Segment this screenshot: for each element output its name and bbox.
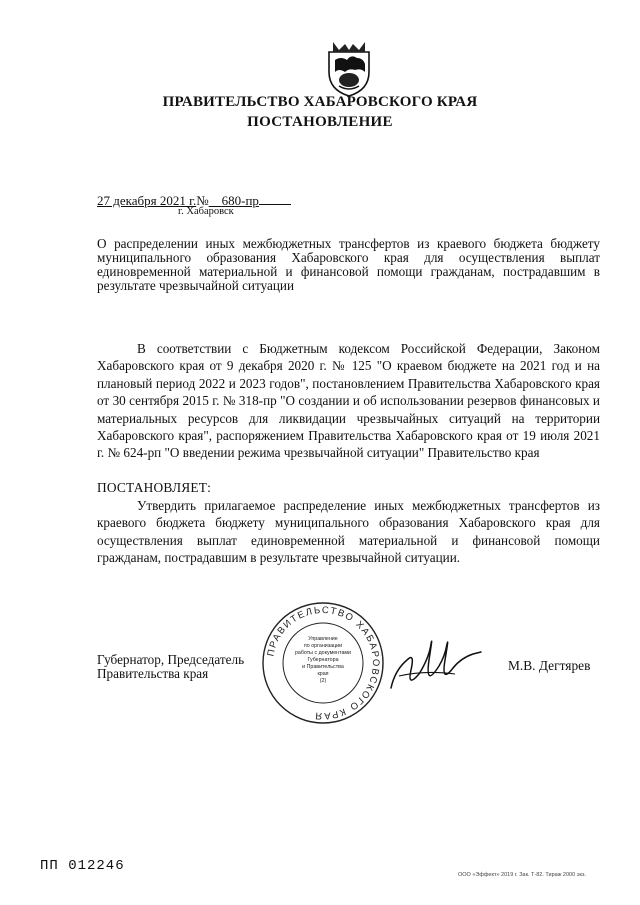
stamp-outer-text: ПРАВИТЕЛЬСТВО ХАБАРОВСКОГО КРАЯ (265, 604, 382, 722)
official-stamp (260, 600, 386, 726)
number-underline (259, 192, 291, 205)
number-sign: № (196, 193, 209, 208)
coat-of-arms-icon (325, 38, 373, 98)
stamp-line: по организации (303, 643, 343, 649)
stamp-line: работы с документами (294, 650, 352, 656)
document-number: 680-пр (221, 193, 259, 208)
city: г. Хабаровск (178, 206, 234, 217)
stamp-line: (2) (319, 678, 327, 684)
resolution-paragraph: Утвердить прилагаемое распределение иных межбюджетных трансфертов из краевого бюджета бюджету муниципального образования Хабаровского края для осуществления выплат единовременной материальной и финансовой помощи гражданам, пострадавшим в результате чрезвычайной ситуации. (97, 498, 600, 566)
handwritten-signature (385, 630, 485, 702)
stamp-line: Губернатора (307, 657, 339, 663)
form-serial-number: ПП 012246 (40, 858, 125, 874)
document-date: 27 декабря 2021 г. (97, 193, 197, 208)
stamp-line: Управление (308, 636, 338, 642)
stamp-line: и Правительства (302, 664, 344, 670)
position-line-1: Губернатор, Председатель (97, 652, 245, 667)
resolve-heading: ПОСТАНОВЛЯЕТ: (97, 480, 212, 495)
signatory-position (97, 653, 244, 681)
document-type: ПОСТАНОВЛЕНИЕ (247, 114, 393, 130)
stamp-line: края (317, 671, 329, 677)
preamble-paragraph: В соответствии с Бюджетным кодексом Российской Федерации, Законом Хабаровского края от 9 декабря 2020 г. № 125 "О краевом бюджете на 2021 год и на плановый период 2022 и 2023 годов", постановлением Правительства Хабаровского края от 30 сентября 2015 г. № 318-пр "О создании и об использовании резервов финансовых и материальных ресурсов для ликвидации чрезвычайных ситуаций на территории Хабаровского края", распоряжением Правительства Хабаровского края от 19 июля 2021 г. № 624-рп "О введении режима чрезвычайной ситуации" Правительство края (97, 341, 600, 461)
signer-name: М.В. Дегтярев (508, 658, 591, 673)
printer-imprint: ООО «Эффект» 2019 г. Зак. Т-82. Тираж 2000 экз. (458, 872, 587, 878)
government-title: ПРАВИТЕЛЬСТВО ХАБАРОВСКОГО КРАЯ (162, 94, 478, 110)
document-subject: О распределении иных межбюджетных трансфертов из краевого бюджета бюджету муниципального образования Хабаровского края для осуществления выплат единовременной материальной и финансовой помощи гражданам, пострадавшим в результате чрезвычайной ситуации (97, 236, 600, 293)
position-line-2: Правительства края (97, 666, 209, 681)
